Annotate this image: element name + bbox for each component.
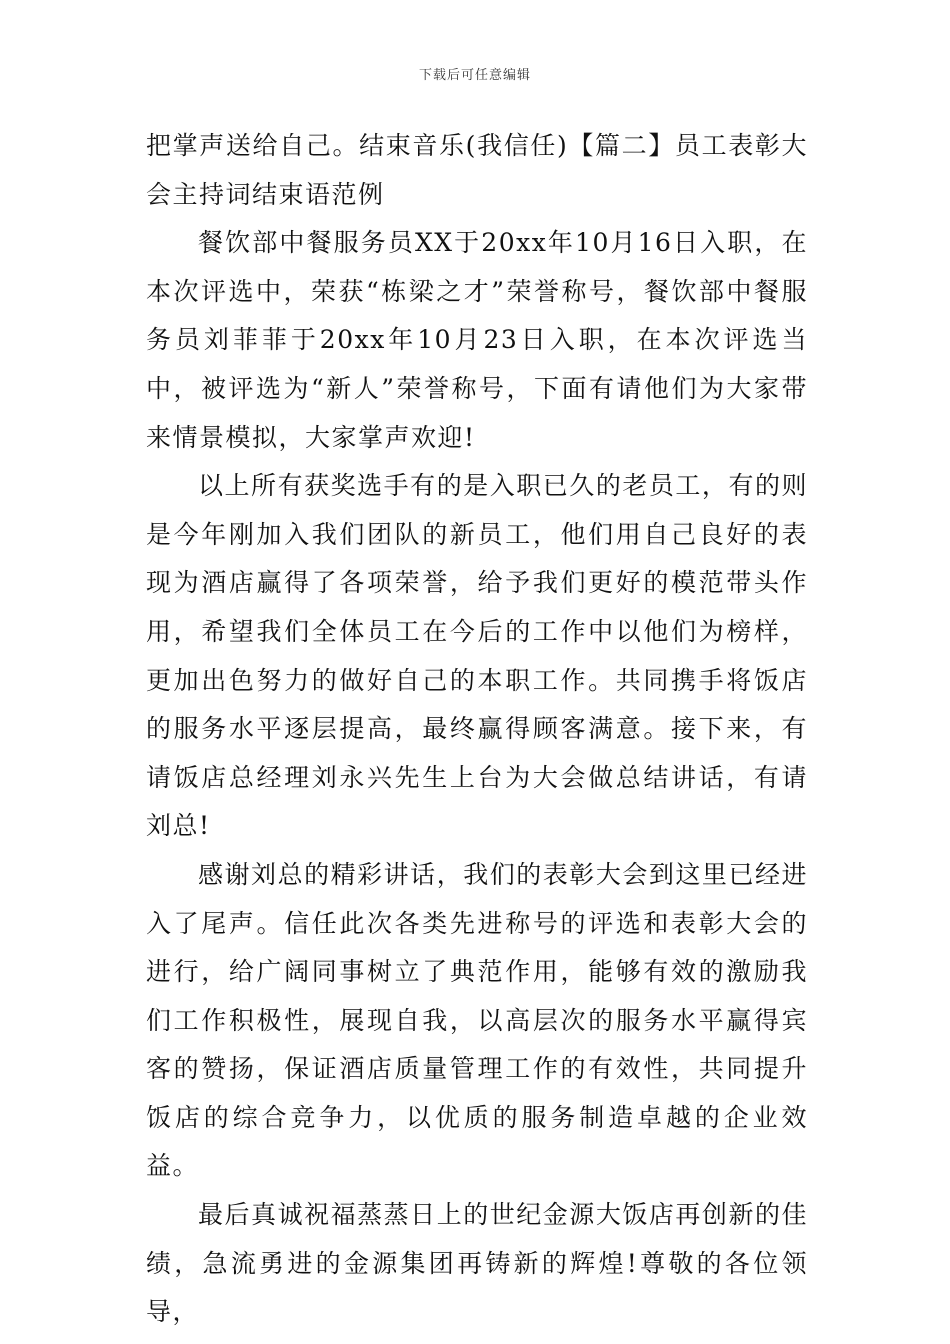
paragraph-3: 以上所有获奖选手有的是入职已久的老员工，有的则是今年刚加入我们团队的新员工，他们用自己良好的表现为酒店赢得了各项荣誉，给予我们更好的模范带头作用，希望我们全体员工在今后的工作中以他们为榜样，更加出色努力的做好自己的本职工作。共同携手将饭店的服务水平逐层提高，最终赢得顾客满意。接下来，有请饭店总经理刘永兴先生上台为大会做总结讲话，有请刘总! xyxy=(146,471,808,841)
paragraph-1: 把掌声送给自己。结束音乐(我信任)【篇二】员工表彰大会主持词结束语范例 xyxy=(146,131,808,209)
page-header: 下载后可任意编辑 xyxy=(418,68,531,83)
paragraph-2: 餐饮部中餐服务员XX于20xx年10月16日入职，在本次评选中，荣获“栋梁之才”荣誉称号，餐饮部中餐服务员刘菲菲于20xx年10月23日入职，在本次评选当中，被评选为“新人”荣誉称号，下面有请他们为大家带来情景模拟，大家掌声欢迎! xyxy=(146,228,808,452)
paragraph-4: 感谢刘总的精彩讲话，我们的表彰大会到这里已经进入了尾声。信任此次各类先进称号的评选和表彰大会的进行，给广阔同事树立了典范作用，能够有效的激励我们工作积极性，展现自我，以高层次的服务水平赢得宾客的赞扬，保证酒店质量管理工作的有效性，共同提升饭店的综合竞争力，以优质的服务制造卓越的企业效益。 xyxy=(146,859,808,1181)
document-body xyxy=(146,122,808,1337)
paragraph-5: 最后真诚祝福蒸蒸日上的世纪金源大饭店再创新的佳绩，急流勇进的金源集团再铸新的辉煌!尊敬的各位领导， xyxy=(146,1200,808,1327)
